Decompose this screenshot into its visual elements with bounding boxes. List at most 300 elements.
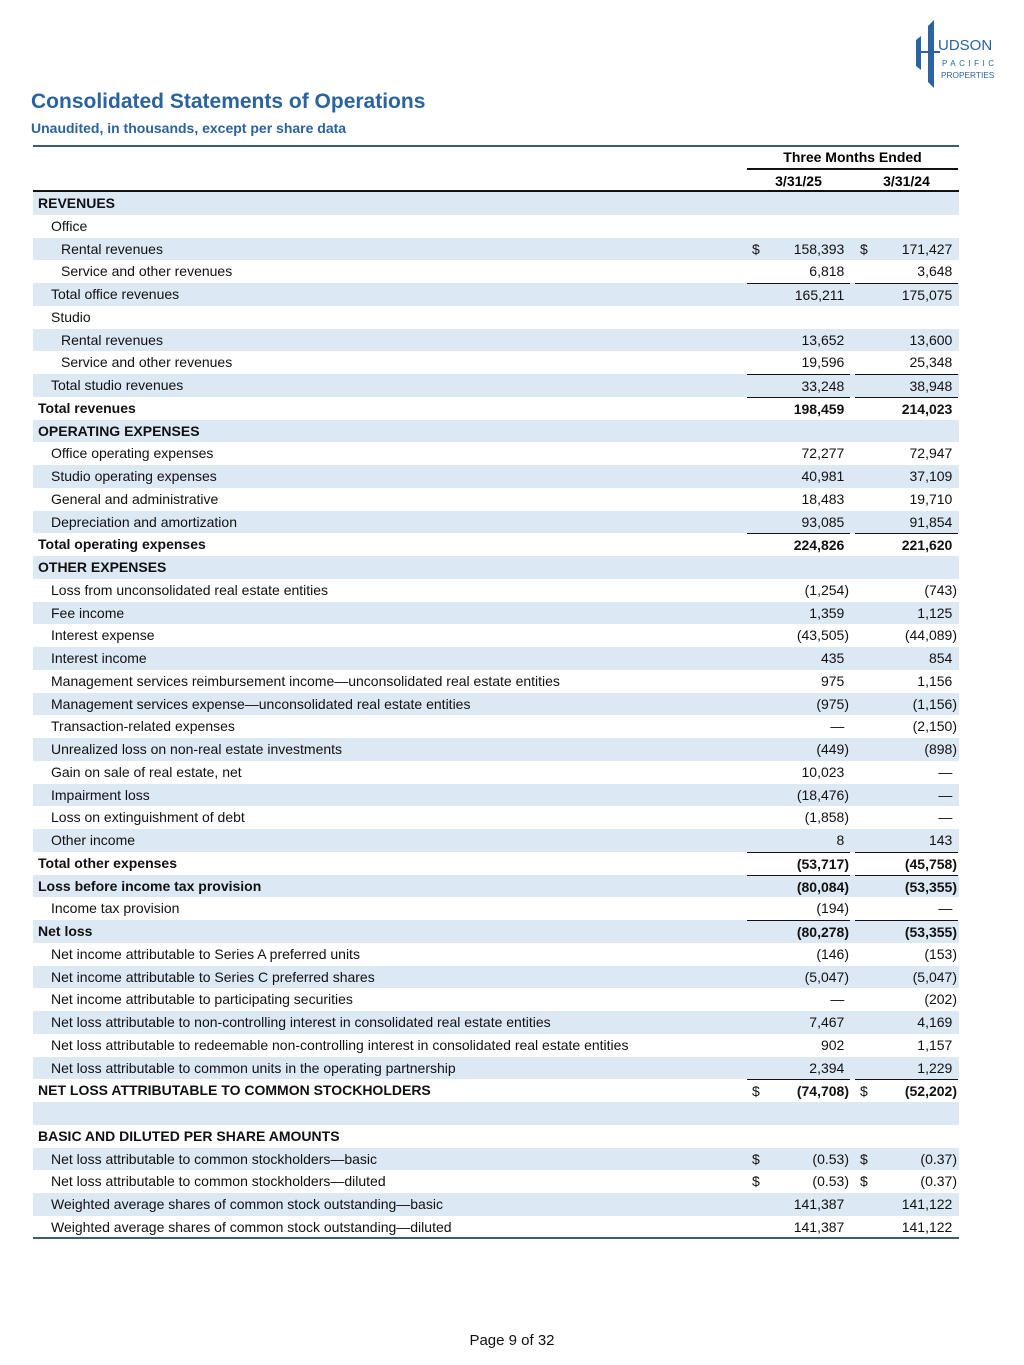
currency-symbol: $ bbox=[860, 1173, 868, 1190]
value-text: 7,467 bbox=[809, 1014, 845, 1030]
value-text: 902 bbox=[820, 1036, 845, 1053]
value-cell bbox=[855, 283, 958, 305]
value bbox=[905, 853, 957, 875]
row-label: Transaction-related expenses bbox=[51, 718, 235, 735]
value-cell bbox=[747, 647, 850, 669]
value-cell bbox=[855, 852, 958, 874]
value-cell bbox=[747, 943, 850, 965]
row-label: Loss on extinguishment of debt bbox=[51, 809, 245, 826]
value-text: 175,075 bbox=[901, 287, 953, 303]
row-label: Interest income bbox=[51, 650, 147, 666]
row-label: Weighted average shares of common stock outstanding—basic bbox=[51, 1196, 443, 1212]
row-label: General and administrative bbox=[51, 490, 219, 507]
value-cell bbox=[747, 488, 850, 510]
value-cell bbox=[747, 624, 850, 646]
currency-symbol: $ bbox=[752, 240, 760, 257]
value-cell bbox=[855, 488, 958, 510]
value-text: — bbox=[938, 763, 953, 780]
table-row bbox=[33, 238, 959, 261]
value-cell bbox=[747, 829, 850, 851]
value-cell bbox=[855, 829, 958, 851]
value-cell bbox=[747, 283, 850, 305]
table-row bbox=[33, 897, 959, 920]
currency-symbol: $ bbox=[860, 240, 868, 257]
value bbox=[821, 670, 849, 692]
table-row bbox=[33, 715, 959, 738]
value-cell bbox=[855, 1170, 958, 1192]
value-cell bbox=[855, 784, 958, 806]
value bbox=[917, 260, 957, 282]
table-row bbox=[33, 579, 959, 602]
row-label: Total revenues bbox=[38, 399, 136, 416]
value bbox=[910, 488, 958, 510]
table-row bbox=[33, 1125, 959, 1148]
value-cell bbox=[855, 374, 958, 396]
row-label: Total other expenses bbox=[38, 854, 178, 871]
value-text: (153) bbox=[924, 945, 957, 962]
value-text: 8 bbox=[836, 832, 845, 848]
value-text: 19,596 bbox=[801, 354, 845, 371]
table-row bbox=[33, 465, 959, 488]
value bbox=[797, 876, 849, 898]
row-label: Office bbox=[51, 217, 88, 234]
value bbox=[837, 829, 849, 851]
value-text: (80,278) bbox=[796, 924, 849, 940]
value-text: 141,122 bbox=[901, 1218, 953, 1235]
value-text: 6,818 bbox=[809, 263, 845, 280]
value bbox=[902, 1216, 957, 1238]
value-cell bbox=[855, 397, 958, 419]
value-text: 33,248 bbox=[801, 378, 845, 394]
value bbox=[929, 829, 957, 851]
row-label: Rental revenues bbox=[61, 331, 163, 348]
row-label: Unrealized loss on non-real estate investments bbox=[51, 741, 343, 757]
value bbox=[794, 534, 849, 556]
value-cell bbox=[747, 806, 850, 828]
value-cell bbox=[747, 670, 850, 692]
value-cell bbox=[747, 875, 850, 897]
value-text: 10,023 bbox=[801, 763, 845, 780]
value bbox=[816, 897, 849, 919]
value-cell bbox=[747, 988, 850, 1010]
value-cell bbox=[747, 966, 850, 988]
value-text: (2,150) bbox=[912, 718, 957, 735]
value-cell bbox=[747, 351, 850, 373]
table-row bbox=[33, 602, 959, 625]
value-cell bbox=[855, 624, 958, 646]
value-cell bbox=[747, 1034, 850, 1056]
value-cell bbox=[855, 988, 958, 1010]
value bbox=[913, 693, 957, 715]
value bbox=[902, 534, 957, 556]
value-text: 141,387 bbox=[793, 1196, 845, 1212]
value-cell bbox=[855, 442, 958, 464]
value-text: (0.53) bbox=[812, 1150, 849, 1167]
value-cell bbox=[747, 465, 850, 487]
value bbox=[816, 738, 849, 760]
value-text: — bbox=[830, 718, 845, 735]
row-label: Interest expense bbox=[51, 627, 155, 644]
value-text: 93,085 bbox=[801, 513, 845, 530]
column-header-2025: 3/31/25 bbox=[775, 173, 822, 189]
value-cell bbox=[855, 761, 958, 783]
table-row bbox=[33, 306, 959, 329]
value bbox=[910, 375, 958, 397]
value-text: (0.37) bbox=[920, 1150, 957, 1167]
table-row bbox=[33, 374, 959, 397]
value bbox=[924, 943, 957, 965]
table-row bbox=[33, 488, 959, 511]
row-label: Net loss bbox=[38, 923, 93, 939]
value-text: 1,359 bbox=[809, 604, 845, 621]
value-cell bbox=[747, 511, 850, 533]
value-text: 171,427 bbox=[901, 240, 953, 257]
value-cell bbox=[747, 397, 850, 419]
table-row bbox=[33, 624, 959, 647]
value-cell bbox=[855, 351, 958, 373]
value-text: 72,947 bbox=[909, 445, 953, 462]
table-row bbox=[33, 533, 959, 556]
value bbox=[902, 398, 957, 420]
column-header-2024: 3/31/24 bbox=[883, 173, 930, 189]
table-row bbox=[33, 1148, 959, 1171]
value bbox=[795, 284, 849, 306]
row-label: Other income bbox=[51, 832, 136, 848]
value-cell bbox=[855, 647, 958, 669]
value-cell bbox=[747, 533, 850, 555]
value-text: (5,047) bbox=[912, 968, 957, 985]
value-text: — bbox=[938, 900, 953, 917]
value-cell bbox=[747, 1193, 850, 1215]
value-cell bbox=[855, 533, 958, 555]
value bbox=[802, 442, 850, 464]
value-text: (449) bbox=[816, 741, 849, 757]
value-cell bbox=[855, 670, 958, 692]
row-label: Depreciation and amortization bbox=[51, 513, 237, 530]
hudson-pacific-logo bbox=[912, 18, 1012, 90]
table-row bbox=[33, 1102, 959, 1125]
value-cell bbox=[855, 602, 958, 624]
table-row bbox=[33, 920, 959, 943]
value bbox=[805, 579, 849, 601]
value-text: (74,708) bbox=[796, 1083, 849, 1100]
value bbox=[794, 1193, 849, 1215]
value bbox=[902, 238, 957, 260]
currency-symbol: $ bbox=[860, 1150, 868, 1167]
row-label: Studio bbox=[51, 308, 91, 325]
value-text: 198,459 bbox=[793, 400, 845, 417]
table-row bbox=[33, 420, 959, 443]
value-text: 19,710 bbox=[909, 490, 953, 507]
value-text: (898) bbox=[924, 741, 957, 757]
value bbox=[816, 693, 849, 715]
value-text: (53,717) bbox=[796, 855, 849, 872]
value-text: 40,981 bbox=[801, 468, 845, 484]
value bbox=[805, 966, 849, 988]
value bbox=[802, 488, 850, 510]
value bbox=[812, 1148, 849, 1170]
value bbox=[797, 784, 849, 806]
value bbox=[902, 1193, 957, 1215]
value-text: (1,254) bbox=[804, 581, 849, 598]
value-text: (80,084) bbox=[796, 878, 849, 895]
table-row bbox=[33, 875, 959, 898]
table-row bbox=[33, 1193, 959, 1216]
row-label: Management services reimbursement income—unconsolidated real estate entities bbox=[51, 672, 560, 689]
table-row bbox=[33, 192, 959, 215]
value-text: (194) bbox=[816, 900, 849, 917]
row-label: Loss before income tax provision bbox=[38, 877, 262, 894]
value-cell bbox=[855, 1216, 958, 1238]
row-label: Net loss attributable to common stockholders—basic bbox=[51, 1150, 378, 1167]
value bbox=[910, 511, 958, 533]
table-row bbox=[33, 761, 959, 784]
value-cell bbox=[747, 238, 850, 260]
value-text: 38,948 bbox=[909, 378, 953, 394]
divider bbox=[33, 145, 959, 147]
value-cell bbox=[855, 329, 958, 351]
table-row bbox=[33, 1216, 959, 1239]
value bbox=[924, 738, 957, 760]
value-cell bbox=[747, 738, 850, 760]
value-cell bbox=[855, 1148, 958, 1170]
value bbox=[809, 1011, 849, 1033]
value-cell bbox=[747, 442, 850, 464]
value-text: (52,202) bbox=[904, 1083, 957, 1100]
value-text: 13,652 bbox=[801, 331, 845, 348]
value bbox=[929, 647, 957, 669]
value bbox=[910, 351, 958, 373]
value bbox=[809, 1057, 849, 1079]
value-text: (743) bbox=[924, 581, 957, 598]
value-cell bbox=[747, 715, 850, 737]
value bbox=[938, 784, 957, 806]
currency-symbol: $ bbox=[752, 1173, 760, 1190]
value bbox=[905, 624, 957, 646]
table-row bbox=[33, 988, 959, 1011]
value-cell bbox=[855, 875, 958, 897]
value-text: 1,157 bbox=[917, 1036, 953, 1053]
value bbox=[802, 465, 850, 487]
row-label: Net loss attributable to redeemable non-controlling interest in consolidated real estate entities bbox=[51, 1036, 629, 1053]
value bbox=[802, 351, 850, 373]
value-cell bbox=[747, 374, 850, 396]
value-text: 141,387 bbox=[793, 1218, 845, 1235]
row-label: Income tax provision bbox=[51, 900, 180, 917]
value-cell bbox=[855, 238, 958, 260]
value bbox=[805, 806, 849, 828]
value bbox=[924, 988, 957, 1010]
currency-symbol: $ bbox=[752, 1150, 760, 1167]
value-text: 13,600 bbox=[909, 331, 953, 348]
value bbox=[917, 1057, 957, 1079]
value bbox=[802, 329, 850, 351]
value-cell bbox=[855, 920, 958, 942]
row-label: Weighted average shares of common stock outstanding—diluted bbox=[51, 1218, 452, 1235]
value-text: 975 bbox=[820, 672, 845, 689]
value-text: 25,348 bbox=[909, 354, 953, 371]
table-row bbox=[33, 784, 959, 807]
value bbox=[816, 943, 849, 965]
value-text: (1,156) bbox=[912, 695, 957, 712]
statement-table bbox=[33, 192, 959, 1239]
row-label: REVENUES bbox=[38, 195, 116, 211]
value-text: 91,854 bbox=[909, 513, 953, 530]
row-label: Net income attributable to participating securities bbox=[51, 991, 353, 1008]
value-text: (1,858) bbox=[804, 809, 849, 826]
value-cell bbox=[747, 1148, 850, 1170]
table-row bbox=[33, 738, 959, 761]
value-text: 72,277 bbox=[801, 445, 845, 462]
value bbox=[913, 966, 957, 988]
value bbox=[797, 921, 849, 943]
value bbox=[809, 260, 849, 282]
table-row bbox=[33, 693, 959, 716]
value bbox=[910, 329, 958, 351]
value-cell bbox=[747, 1057, 850, 1079]
value-cell bbox=[747, 693, 850, 715]
page-subtitle: Unaudited, in thousands, except per share data bbox=[31, 120, 347, 136]
value bbox=[797, 1080, 849, 1102]
table-row bbox=[33, 329, 959, 352]
value bbox=[910, 465, 958, 487]
value-cell bbox=[855, 966, 958, 988]
value-cell bbox=[855, 1193, 958, 1215]
value-text: (44,089) bbox=[904, 627, 957, 644]
value-text: 1,125 bbox=[917, 604, 953, 621]
value-cell bbox=[855, 1011, 958, 1033]
value-cell bbox=[855, 693, 958, 715]
value-text: (53,355) bbox=[904, 878, 957, 895]
table-row bbox=[33, 1011, 959, 1034]
value-text: 37,109 bbox=[909, 468, 953, 484]
value-cell bbox=[855, 715, 958, 737]
row-label: Net loss attributable to non-controlling interest in consolidated real estate entities bbox=[51, 1014, 551, 1030]
value-text: 4,169 bbox=[917, 1014, 953, 1030]
table-row bbox=[33, 943, 959, 966]
divider bbox=[33, 1237, 959, 1239]
value-cell bbox=[747, 1079, 850, 1101]
value-text: 221,620 bbox=[901, 537, 953, 554]
row-label: Total office revenues bbox=[51, 286, 180, 302]
table-row bbox=[33, 556, 959, 579]
value-cell bbox=[855, 943, 958, 965]
row-label: BASIC AND DILUTED PER SHARE AMOUNTS bbox=[38, 1127, 340, 1144]
row-label: NET LOSS ATTRIBUTABLE TO COMMON STOCKHOLDERS bbox=[38, 1082, 431, 1099]
value bbox=[794, 1216, 849, 1238]
value bbox=[938, 761, 957, 783]
value-text: (53,355) bbox=[904, 924, 957, 940]
row-label: Net loss attributable to common units in the operating partnership bbox=[51, 1059, 456, 1076]
value-cell bbox=[747, 920, 850, 942]
row-label: Gain on sale of real estate, net bbox=[51, 763, 242, 780]
value-text: (146) bbox=[816, 945, 849, 962]
row-label: Net income attributable to Series A preferred units bbox=[51, 945, 360, 962]
row-label: Loss from unconsolidated real estate entities bbox=[51, 581, 329, 598]
value-text: — bbox=[830, 991, 845, 1008]
value bbox=[802, 375, 850, 397]
table-row bbox=[33, 351, 959, 374]
svg-text:PACIFIC: PACIFIC bbox=[942, 59, 998, 68]
value-text: 214,023 bbox=[901, 400, 953, 417]
table-row bbox=[33, 511, 959, 534]
table-row bbox=[33, 852, 959, 875]
table-row bbox=[33, 260, 959, 283]
currency-symbol: $ bbox=[752, 1083, 760, 1100]
row-label: OPERATING EXPENSES bbox=[38, 422, 200, 439]
value-cell bbox=[747, 1011, 850, 1033]
value-text: 143 bbox=[928, 832, 953, 848]
value-text: 165,211 bbox=[794, 287, 845, 303]
value-cell bbox=[855, 738, 958, 760]
value-cell bbox=[747, 761, 850, 783]
currency-symbol: $ bbox=[860, 1083, 868, 1100]
value-cell bbox=[747, 897, 850, 919]
table-row bbox=[33, 647, 959, 670]
value bbox=[917, 1034, 957, 1056]
row-label: Studio operating expenses bbox=[51, 468, 217, 484]
row-label: Service and other revenues bbox=[61, 354, 233, 371]
value-text: (5,047) bbox=[804, 968, 849, 985]
value-text: (18,476) bbox=[796, 786, 849, 803]
value-cell bbox=[855, 1034, 958, 1056]
svg-text:PROPERTIES: PROPERTIES bbox=[941, 70, 995, 80]
value-cell bbox=[747, 784, 850, 806]
value bbox=[902, 284, 957, 306]
value-cell bbox=[747, 329, 850, 351]
value-text: (0.53) bbox=[812, 1173, 849, 1190]
value-text: 1,156 bbox=[917, 672, 953, 689]
period-header: Three Months Ended bbox=[747, 148, 958, 170]
row-label: Management services expense—unconsolidated real estate entities bbox=[51, 695, 471, 712]
value bbox=[794, 398, 849, 420]
value-text: (43,505) bbox=[796, 627, 849, 644]
row-label: Rental revenues bbox=[61, 240, 163, 257]
table-row bbox=[33, 1057, 959, 1080]
value bbox=[797, 853, 849, 875]
value bbox=[812, 1170, 849, 1192]
value bbox=[938, 806, 957, 828]
value-text: 2,394 bbox=[809, 1059, 845, 1076]
value-cell bbox=[855, 1079, 958, 1101]
row-label: Net income attributable to Series C preferred shares bbox=[51, 968, 375, 985]
row-label: Total operating expenses bbox=[38, 536, 206, 553]
table-row bbox=[33, 966, 959, 989]
value bbox=[913, 715, 957, 737]
page-title: Consolidated Statements of Operations bbox=[31, 90, 426, 113]
row-label: Fee income bbox=[51, 604, 125, 621]
value-text: — bbox=[938, 786, 953, 803]
value-text: (0.37) bbox=[920, 1173, 957, 1190]
value-text: 141,122 bbox=[901, 1196, 953, 1212]
row-label: Office operating expenses bbox=[51, 445, 214, 462]
value-cell bbox=[747, 1170, 850, 1192]
value-text: 3,648 bbox=[917, 263, 953, 280]
value-cell bbox=[855, 260, 958, 282]
table-row bbox=[33, 215, 959, 238]
svg-text:UDSON: UDSON bbox=[938, 37, 993, 54]
value-text: 158,393 bbox=[793, 240, 845, 257]
value bbox=[938, 897, 957, 919]
value bbox=[802, 761, 850, 783]
value bbox=[917, 602, 957, 624]
row-label: Impairment loss bbox=[51, 786, 150, 803]
row-label: Net loss attributable to common stockholders—diluted bbox=[51, 1173, 386, 1190]
table-row bbox=[33, 1034, 959, 1057]
table-row bbox=[33, 397, 959, 420]
table-row bbox=[33, 806, 959, 829]
value bbox=[830, 988, 849, 1010]
